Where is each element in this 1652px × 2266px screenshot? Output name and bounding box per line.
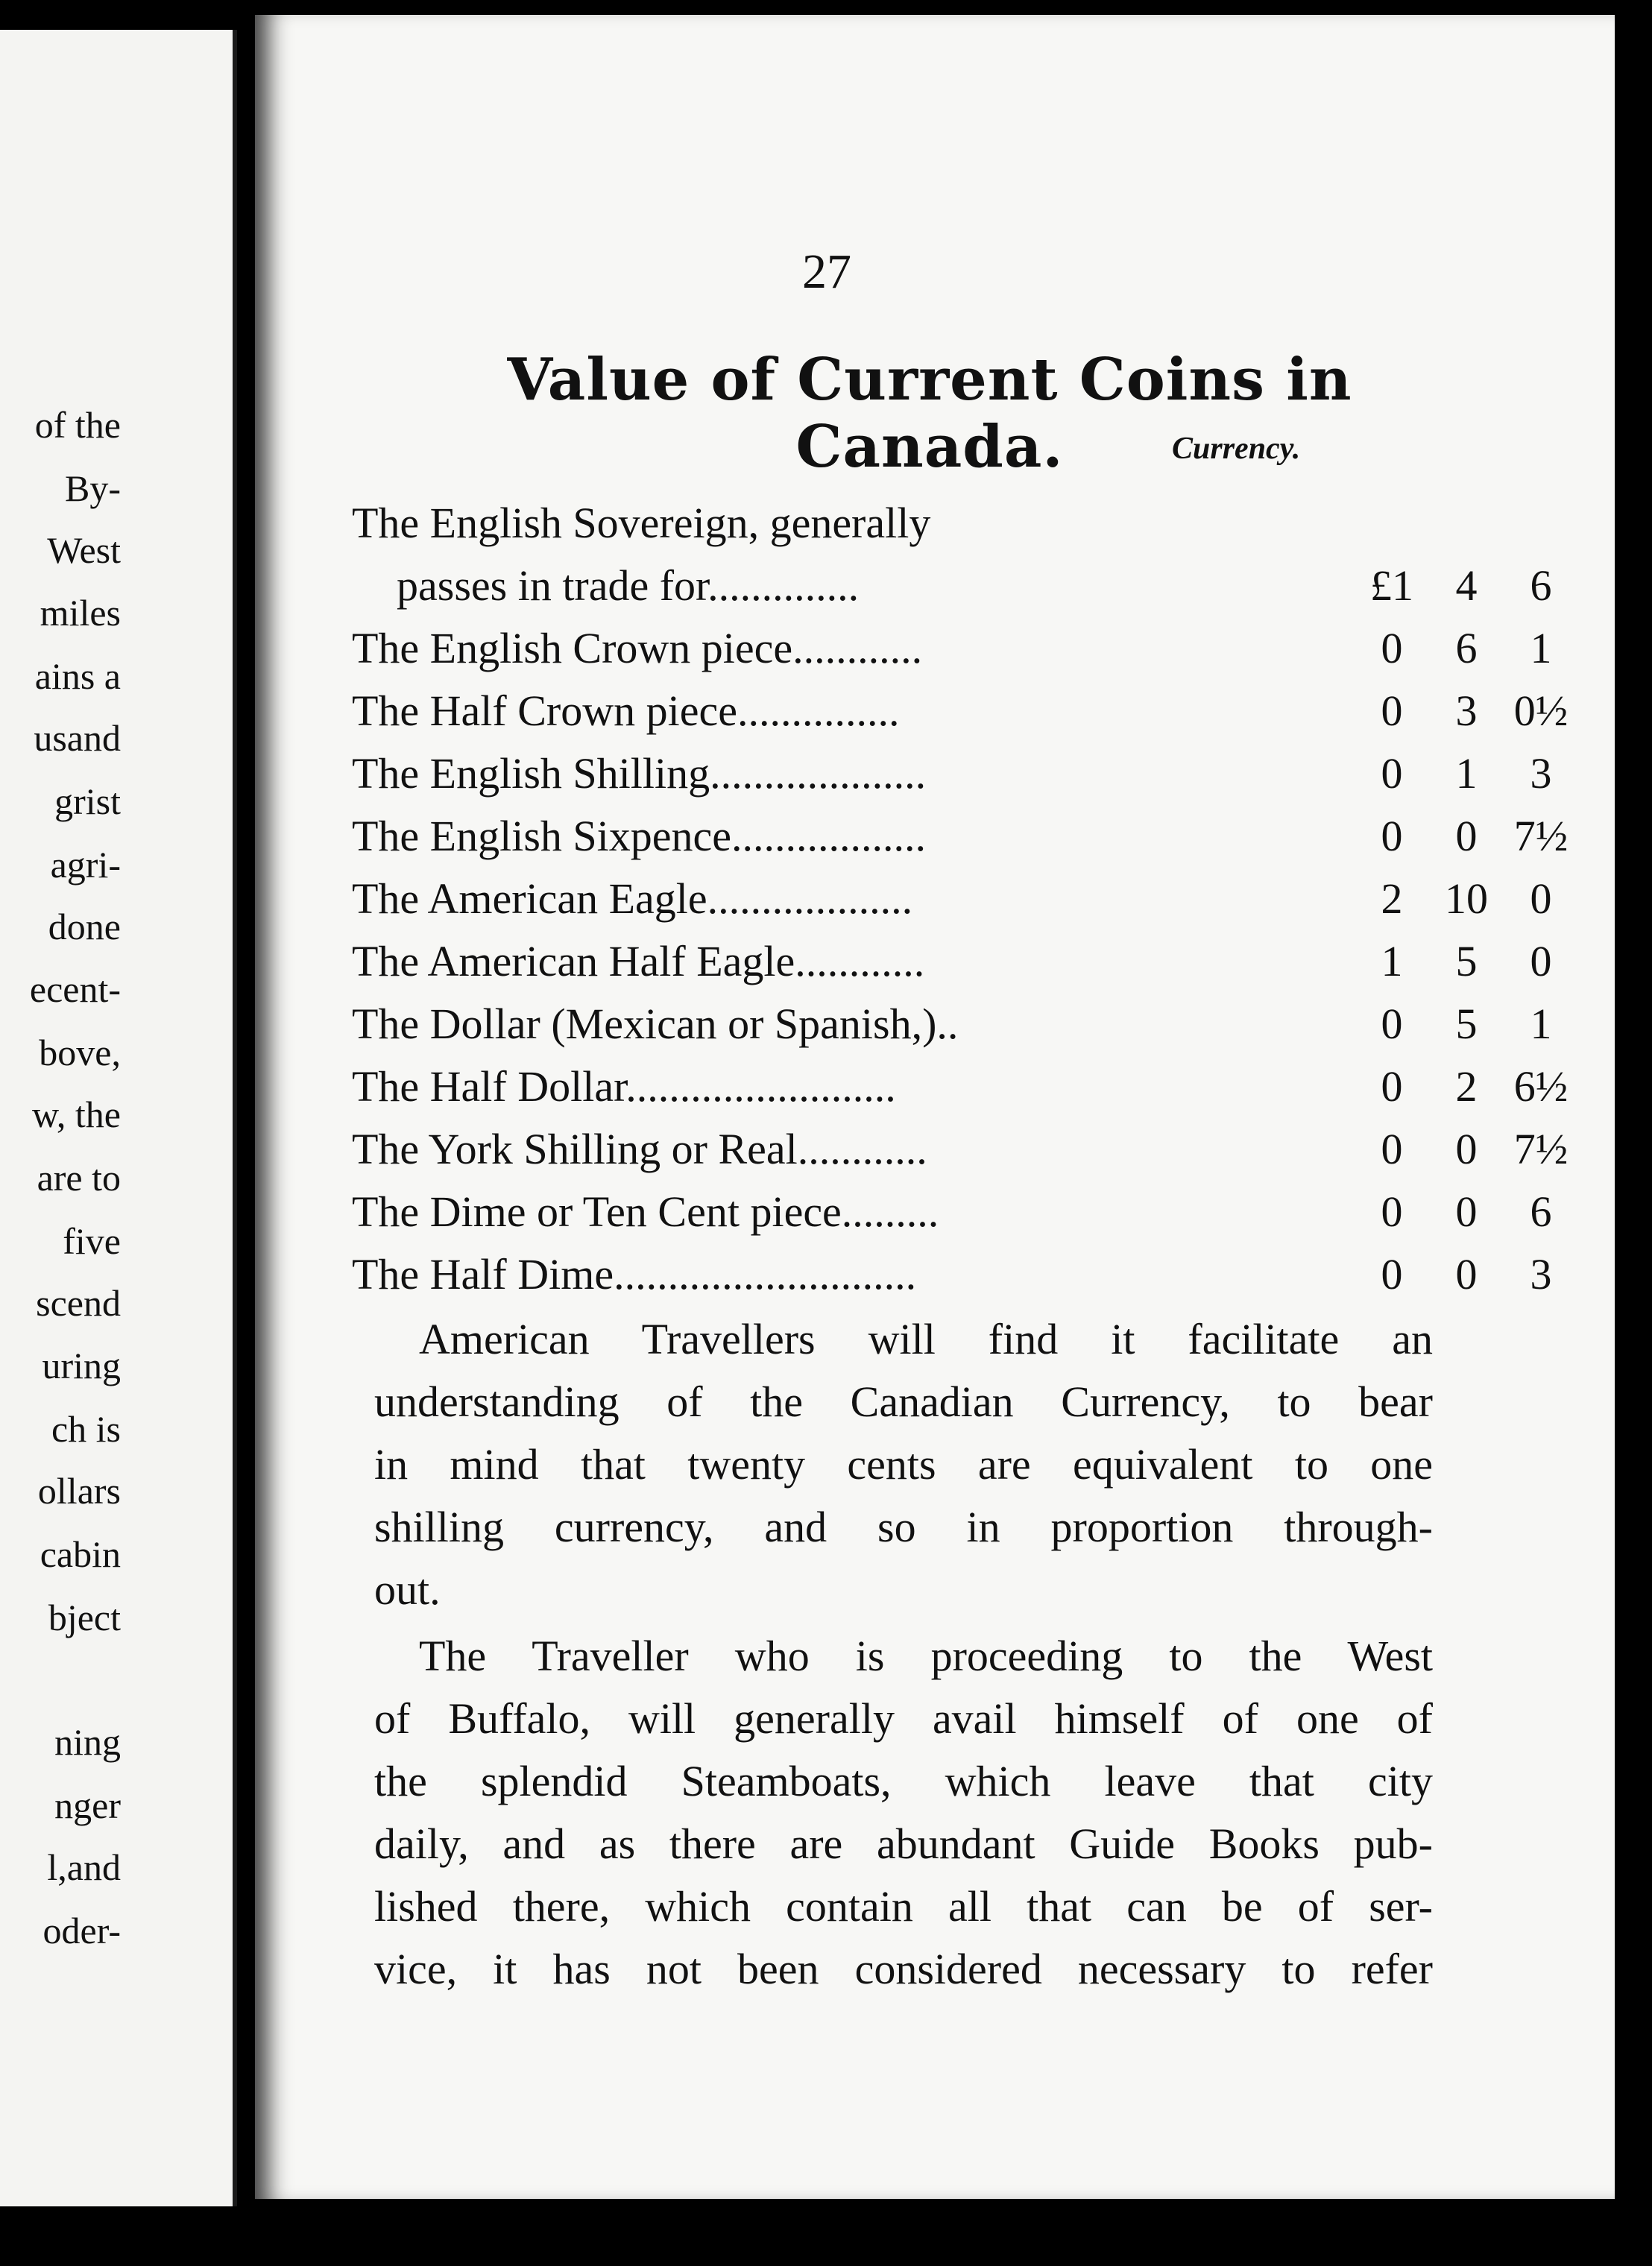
left-fragment: ning bbox=[54, 1721, 121, 1763]
left-fragment: ains a bbox=[34, 655, 121, 697]
left-fragment: scend bbox=[36, 1282, 121, 1324]
value-pence: 7½ bbox=[1513, 1125, 1569, 1173]
coin-name: The English Crown piece............ bbox=[352, 624, 923, 672]
value-pounds: 0 bbox=[1381, 1062, 1403, 1111]
value-shillings: 2 bbox=[1455, 1062, 1478, 1111]
table-row bbox=[352, 617, 1552, 680]
coin-name: The Half Dime............................ bbox=[352, 1250, 917, 1298]
coin-name: The Dollar (Mexican or Spanish,).. bbox=[352, 1000, 959, 1048]
value-shillings: 5 bbox=[1455, 937, 1478, 985]
coin-name: The English Sixpence.................. bbox=[352, 812, 927, 860]
left-fragment: five bbox=[63, 1220, 121, 1262]
table-row bbox=[352, 993, 1552, 1055]
coin-name: The English Shilling.................... bbox=[352, 749, 927, 798]
left-fragment: grist bbox=[54, 780, 121, 822]
coin-name: passes in trade for.............. bbox=[397, 561, 860, 610]
page-title: Value of Current Coins in Canada. bbox=[507, 346, 1352, 481]
table-row bbox=[352, 1181, 1552, 1243]
value-pounds: 1 bbox=[1381, 937, 1403, 985]
value-pounds: £1 bbox=[1370, 561, 1413, 610]
left-fragment: agri- bbox=[50, 844, 121, 886]
left-fragment: usand bbox=[34, 717, 121, 759]
text-line: daily, and as there are abundant Guide Books pub- bbox=[374, 1820, 1433, 1868]
paragraph bbox=[374, 1625, 1433, 2001]
coin-name: The Half Crown piece............... bbox=[352, 687, 900, 735]
text-line: American Travellers will find it facilitate an bbox=[419, 1315, 1433, 1363]
text-line: in mind that twenty cents are equivalent to one bbox=[374, 1440, 1433, 1489]
paragraph bbox=[374, 1308, 1433, 1621]
left-fragment: ollars bbox=[37, 1470, 121, 1512]
table-row bbox=[352, 1055, 1569, 1118]
coin-name: The Half Dollar......................... bbox=[352, 1062, 896, 1111]
page-number: 27 bbox=[802, 244, 851, 299]
left-fragment: By- bbox=[65, 467, 121, 509]
coin-name: The English Sovereign, generally bbox=[352, 499, 931, 547]
value-shillings: 0 bbox=[1455, 1125, 1478, 1173]
table-row bbox=[352, 1118, 1569, 1181]
coin-name: The Dime or Ten Cent piece......... bbox=[352, 1187, 939, 1236]
value-pounds: 0 bbox=[1381, 1250, 1403, 1298]
left-fragment: ch is bbox=[51, 1408, 121, 1450]
table-row bbox=[352, 1243, 1552, 1306]
left-fragment: ecent- bbox=[29, 968, 121, 1010]
table-row bbox=[352, 555, 1552, 617]
value-shillings: 3 bbox=[1455, 687, 1478, 735]
value-pence: 1 bbox=[1530, 1000, 1552, 1048]
table-row bbox=[352, 868, 1552, 930]
left-fragment: l,and bbox=[47, 1846, 121, 1888]
left-fragment: bject bbox=[48, 1597, 121, 1638]
table-row bbox=[352, 742, 1552, 805]
previous-page-strip bbox=[0, 30, 237, 2206]
currency-column-label: Currency. bbox=[1172, 432, 1301, 466]
value-pence: 0 bbox=[1530, 937, 1552, 985]
left-fragment: uring bbox=[42, 1345, 121, 1386]
value-shillings: 0 bbox=[1455, 812, 1478, 860]
text-line: out. bbox=[374, 1565, 441, 1614]
value-pence: 6 bbox=[1530, 1187, 1552, 1236]
text-line: The Traveller who is proceeding to the West bbox=[419, 1632, 1433, 1680]
value-pence: 3 bbox=[1530, 1250, 1552, 1298]
table-row bbox=[352, 680, 1569, 742]
left-fragment: of the bbox=[34, 404, 121, 446]
text-line: understanding of the Canadian Currency, to bear bbox=[374, 1377, 1433, 1426]
text-line: of Buffalo, will generally avail himself of one of bbox=[374, 1694, 1433, 1743]
left-fragment: nger bbox=[54, 1784, 121, 1826]
coin-name: The American Eagle................... bbox=[352, 874, 913, 923]
value-pounds: 0 bbox=[1381, 687, 1403, 735]
value-pounds: 2 bbox=[1381, 874, 1403, 923]
value-pounds: 0 bbox=[1381, 1000, 1403, 1048]
book-page bbox=[255, 15, 1615, 2199]
value-pence: 7½ bbox=[1513, 812, 1569, 860]
left-fragment: bove, bbox=[39, 1032, 121, 1073]
left-fragment: w, the bbox=[32, 1093, 121, 1135]
value-pence: 0 bbox=[1530, 874, 1552, 923]
value-shillings: 1 bbox=[1455, 749, 1478, 798]
table-row bbox=[352, 805, 1569, 868]
left-fragment: miles bbox=[40, 592, 121, 634]
value-shillings: 5 bbox=[1455, 1000, 1478, 1048]
left-fragment: done bbox=[48, 906, 121, 947]
table-row bbox=[352, 930, 1552, 993]
coin-name: The York Shilling or Real............ bbox=[352, 1125, 927, 1173]
value-pounds: 0 bbox=[1381, 812, 1403, 860]
value-pence: 3 bbox=[1530, 749, 1552, 798]
value-pence: 6½ bbox=[1513, 1062, 1569, 1111]
text-line: shilling currency, and so in proportion through- bbox=[374, 1503, 1433, 1551]
left-fragment: cabin bbox=[40, 1533, 121, 1575]
value-pounds: 0 bbox=[1381, 624, 1403, 672]
value-shillings: 0 bbox=[1455, 1187, 1478, 1236]
value-shillings: 0 bbox=[1455, 1250, 1478, 1298]
value-pence: 1 bbox=[1530, 624, 1552, 672]
value-pence: 0½ bbox=[1513, 687, 1569, 735]
value-shillings: 10 bbox=[1445, 874, 1488, 923]
left-fragment: oder- bbox=[42, 1910, 121, 1951]
value-pounds: 0 bbox=[1381, 1187, 1403, 1236]
value-pounds: 0 bbox=[1381, 749, 1403, 798]
left-fragment: West bbox=[47, 529, 121, 571]
value-pence: 6 bbox=[1530, 561, 1552, 610]
value-pounds: 0 bbox=[1381, 1125, 1403, 1173]
text-line: lished there, which contain all that can be of ser- bbox=[374, 1882, 1433, 1931]
text-line: vice, it has not been considered necessary to refer bbox=[374, 1945, 1433, 1993]
left-fragment: are to bbox=[37, 1157, 121, 1199]
text-line: the splendid Steamboats, which leave that city bbox=[374, 1757, 1433, 1805]
table-row bbox=[352, 492, 1425, 555]
coin-name: The American Half Eagle............ bbox=[352, 937, 925, 985]
value-shillings: 6 bbox=[1455, 624, 1478, 672]
value-shillings: 4 bbox=[1455, 561, 1478, 610]
